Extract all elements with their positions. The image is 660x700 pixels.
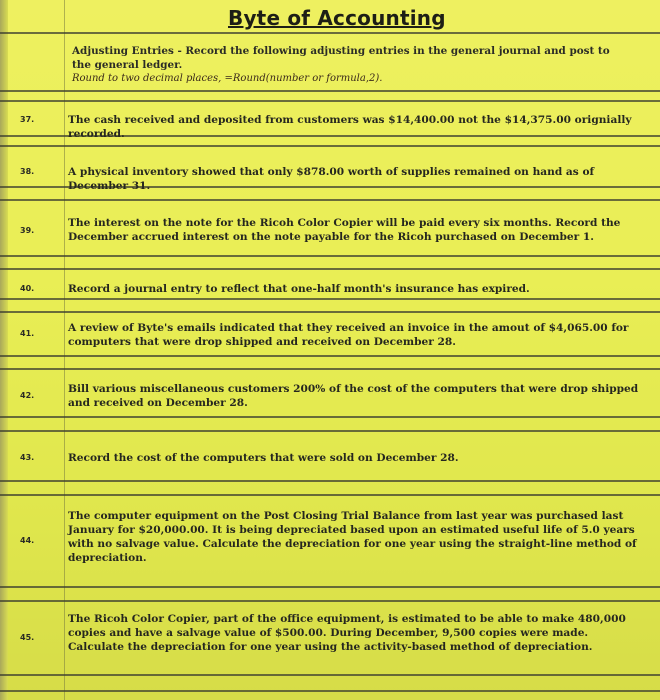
item-number: 43. xyxy=(20,453,35,462)
rule xyxy=(0,416,660,418)
page-title: Byte of Accounting xyxy=(228,6,446,30)
item-text: A physical inventory showed that only $878.00 worth of supplies remained on hand as of December 31. xyxy=(68,166,595,192)
item-number: 44. xyxy=(20,536,35,545)
rule xyxy=(0,600,660,602)
item-number: 40. xyxy=(20,284,35,293)
item-text: The cash received and deposited from customers was $14,400.00 not the $14,375.00 orignially recorded. xyxy=(68,114,632,140)
number-column-divider xyxy=(64,0,65,700)
rule xyxy=(0,586,660,588)
instructions-text: Adjusting Entries - Record the following adjusting entries in the general journal and post to the general ledger. xyxy=(72,45,610,71)
rule xyxy=(0,32,660,34)
rule xyxy=(0,199,660,201)
item-text: A review of Byte's emails indicated that they received an invoice in the amout of $4,065.00 for computers that were drop shipped and received on December 28. xyxy=(68,322,629,348)
rule xyxy=(0,268,660,270)
item-text: Bill various miscellaneous customers 200% of the cost of the computers that were drop shipped and received on December 28. xyxy=(68,383,639,409)
page-edge-shadow xyxy=(0,0,8,700)
rule xyxy=(0,430,660,432)
item-text: The interest on the note for the Ricoh Color Copier will be paid every six months. Record the December accrued interest on the note payable for the Ricoh purchased on December 1. xyxy=(68,217,621,243)
rule xyxy=(0,311,660,313)
item-number: 41. xyxy=(20,329,35,338)
item-number: 42. xyxy=(20,391,35,400)
item-text: Record a journal entry to reflect that one-half month's insurance has expired. xyxy=(68,283,530,295)
item-text: The computer equipment on the Post Closing Trial Balance from last year was purchased last January for $20,000.00. It is being depreciated based upon an estimated useful life of 5.0 years with no salvage value. Calculate the depreciation for one year using the straight-line method of depreciation. xyxy=(68,510,637,564)
rule xyxy=(0,494,660,496)
rule xyxy=(0,480,660,482)
rule xyxy=(0,368,660,370)
item-number: 37. xyxy=(20,115,35,124)
item-text: The Ricoh Color Copier, part of the office equipment, is estimated to be able to make 480,000 copies and have a salvage value of $500.00. During December, 9,500 copies were made. Calculate the depreciation for one year using the activity-based method of depreciation. xyxy=(68,613,626,653)
rule xyxy=(0,674,660,676)
item-number: 38. xyxy=(20,167,35,176)
rule xyxy=(0,100,660,102)
item-number: 39. xyxy=(20,226,35,235)
rule xyxy=(0,255,660,257)
rule xyxy=(0,90,660,92)
rule xyxy=(0,298,660,300)
rule xyxy=(0,145,660,147)
rule xyxy=(0,355,660,357)
rule xyxy=(0,690,660,692)
item-number: 45. xyxy=(20,633,35,642)
item-text: Record the cost of the computers that were sold on December 28. xyxy=(68,452,459,464)
rounding-note: Round to two decimal places, =Round(number or formula,2). xyxy=(72,73,383,84)
